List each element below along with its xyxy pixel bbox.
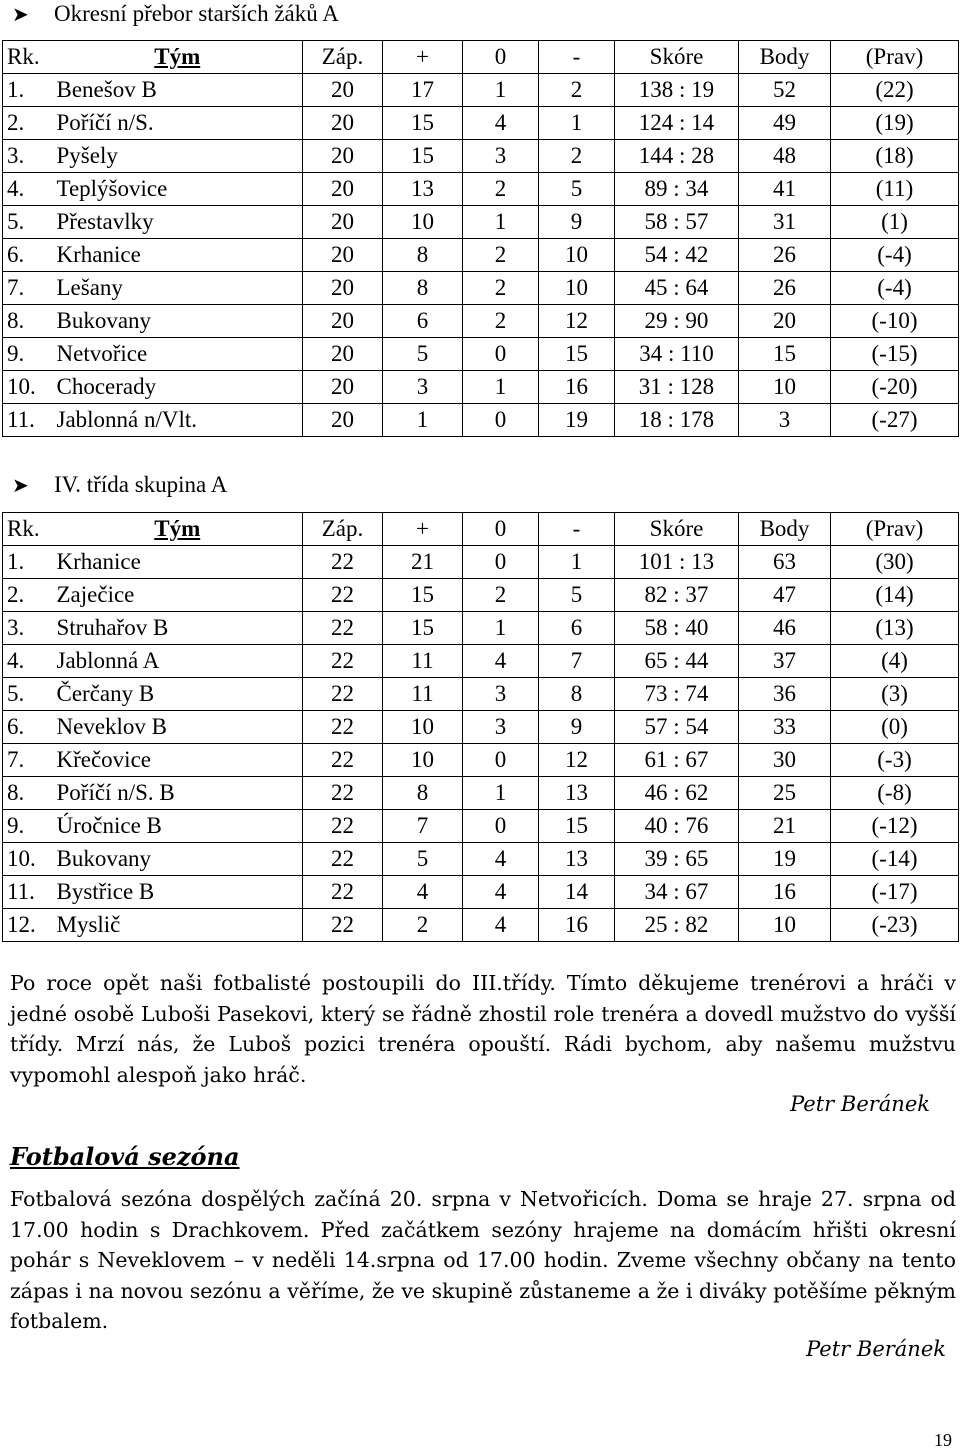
arrow-bullet-icon: ➤: [12, 4, 29, 26]
cell-played: 20: [303, 74, 383, 107]
cell-truth: (-3): [831, 744, 959, 777]
cell-rank: 4.: [3, 645, 53, 678]
cell-truth: (-27): [831, 404, 959, 437]
table-row: [3, 338, 959, 371]
cell-points: 21: [739, 810, 831, 843]
cell-draws: 0: [463, 404, 539, 437]
cell-losses: 10: [539, 272, 615, 305]
cell-draws: 0: [463, 810, 539, 843]
cell-draws: 1: [463, 371, 539, 404]
cell-draws: 2: [463, 239, 539, 272]
cell-played: 22: [303, 645, 383, 678]
cell-truth: (11): [831, 173, 959, 206]
cell-draws: 2: [463, 272, 539, 305]
table-row: [3, 140, 959, 173]
cell-wins: 2: [383, 909, 463, 942]
cell-wins: 3: [383, 371, 463, 404]
section-title-2: [12, 471, 227, 500]
cell-team: Netvořice: [53, 338, 303, 371]
cell-rank: 5.: [3, 206, 53, 239]
cell-points: 41: [739, 173, 831, 206]
cell-score: 144 : 28: [615, 140, 739, 173]
cell-truth: (-23): [831, 909, 959, 942]
cell-points: 19: [739, 843, 831, 876]
table-row: [3, 173, 959, 206]
table-row: [3, 239, 959, 272]
cell-points: 63: [739, 546, 831, 579]
cell-played: 20: [303, 206, 383, 239]
cell-truth: (-4): [831, 272, 959, 305]
cell-points: 30: [739, 744, 831, 777]
table-row: [3, 711, 959, 744]
cell-played: 20: [303, 140, 383, 173]
table-row: [3, 305, 959, 338]
cell-points: 26: [739, 272, 831, 305]
cell-rank: 12.: [3, 909, 53, 942]
table-row: [3, 371, 959, 404]
cell-wins: 5: [383, 338, 463, 371]
cell-points: 31: [739, 206, 831, 239]
header-cell-wins: +: [383, 41, 463, 74]
cell-points: 10: [739, 371, 831, 404]
cell-played: 20: [303, 305, 383, 338]
header-cell-points: Body: [739, 513, 831, 546]
cell-truth: (-8): [831, 777, 959, 810]
cell-score: 34 : 67: [615, 876, 739, 909]
cell-losses: 9: [539, 711, 615, 744]
cell-truth: (0): [831, 711, 959, 744]
cell-rank: 1.: [3, 74, 53, 107]
cell-draws: 2: [463, 579, 539, 612]
header-cell-wins: +: [383, 513, 463, 546]
cell-rank: 10.: [3, 843, 53, 876]
cell-team: Benešov B: [53, 74, 303, 107]
cell-losses: 2: [539, 74, 615, 107]
cell-score: 58 : 57: [615, 206, 739, 239]
cell-wins: 10: [383, 206, 463, 239]
cell-team: Přestavlky: [53, 206, 303, 239]
cell-truth: (19): [831, 107, 959, 140]
cell-team: Čerčany B: [53, 678, 303, 711]
table-row: [3, 909, 959, 942]
cell-rank: 9.: [3, 338, 53, 371]
cell-team: Pyšely: [53, 140, 303, 173]
cell-wins: 4: [383, 876, 463, 909]
cell-team: Lešany: [53, 272, 303, 305]
cell-team: Krhanice: [53, 239, 303, 272]
header-cell-played: Záp.: [303, 41, 383, 74]
cell-score: 29 : 90: [615, 305, 739, 338]
cell-score: 61 : 67: [615, 744, 739, 777]
cell-score: 138 : 19: [615, 74, 739, 107]
cell-played: 20: [303, 107, 383, 140]
cell-wins: 17: [383, 74, 463, 107]
cell-score: 25 : 82: [615, 909, 739, 942]
cell-draws: 3: [463, 678, 539, 711]
cell-played: 22: [303, 909, 383, 942]
cell-rank: 4.: [3, 173, 53, 206]
cell-wins: 15: [383, 579, 463, 612]
cell-truth: (-15): [831, 338, 959, 371]
cell-team: Teplýšovice: [53, 173, 303, 206]
header-cell-team: Tým: [53, 513, 303, 546]
cell-draws: 2: [463, 305, 539, 338]
cell-draws: 3: [463, 711, 539, 744]
cell-draws: 1: [463, 612, 539, 645]
cell-truth: (13): [831, 612, 959, 645]
cell-played: 20: [303, 239, 383, 272]
cell-played: 20: [303, 272, 383, 305]
cell-team: Bukovany: [53, 843, 303, 876]
table-row: [3, 579, 959, 612]
article-2-signature: Petr Beránek: [806, 1337, 946, 1361]
cell-played: 22: [303, 546, 383, 579]
cell-points: 33: [739, 711, 831, 744]
cell-rank: 6.: [3, 711, 53, 744]
cell-played: 22: [303, 612, 383, 645]
cell-wins: 15: [383, 107, 463, 140]
cell-losses: 1: [539, 107, 615, 140]
cell-losses: 1: [539, 546, 615, 579]
cell-wins: 21: [383, 546, 463, 579]
cell-rank: 7.: [3, 272, 53, 305]
cell-points: 20: [739, 305, 831, 338]
cell-draws: 4: [463, 107, 539, 140]
cell-truth: (30): [831, 546, 959, 579]
table-row: [3, 843, 959, 876]
header-cell-team: Tým: [53, 41, 303, 74]
cell-played: 20: [303, 173, 383, 206]
cell-played: 22: [303, 777, 383, 810]
cell-rank: 10.: [3, 371, 53, 404]
header-cell-score: Skóre: [615, 41, 739, 74]
cell-rank: 5.: [3, 678, 53, 711]
table-row: [3, 744, 959, 777]
cell-losses: 7: [539, 645, 615, 678]
cell-draws: 4: [463, 843, 539, 876]
header-cell-points: Body: [739, 41, 831, 74]
cell-draws: 0: [463, 546, 539, 579]
cell-draws: 4: [463, 645, 539, 678]
cell-score: 39 : 65: [615, 843, 739, 876]
section-title-1: [12, 0, 339, 29]
table-row: [3, 107, 959, 140]
cell-losses: 15: [539, 810, 615, 843]
cell-wins: 7: [383, 810, 463, 843]
table-row: [3, 272, 959, 305]
cell-losses: 12: [539, 305, 615, 338]
cell-wins: 15: [383, 612, 463, 645]
cell-played: 20: [303, 404, 383, 437]
cell-score: 101 : 13: [615, 546, 739, 579]
cell-team: Jablonná n/Vlt.: [53, 404, 303, 437]
header-cell-draws: 0: [463, 513, 539, 546]
cell-truth: (-12): [831, 810, 959, 843]
cell-wins: 11: [383, 678, 463, 711]
cell-team: Jablonná A: [53, 645, 303, 678]
cell-truth: (-17): [831, 876, 959, 909]
cell-score: 18 : 178: [615, 404, 739, 437]
cell-score: 73 : 74: [615, 678, 739, 711]
cell-team: Struhařov B: [53, 612, 303, 645]
cell-wins: 5: [383, 843, 463, 876]
cell-losses: 12: [539, 744, 615, 777]
table-row: [3, 546, 959, 579]
cell-rank: 2.: [3, 579, 53, 612]
cell-points: 36: [739, 678, 831, 711]
cell-losses: 19: [539, 404, 615, 437]
cell-points: 49: [739, 107, 831, 140]
article-1-signature: Petr Beránek: [790, 1092, 930, 1116]
cell-losses: 16: [539, 909, 615, 942]
cell-team: Úročnice B: [53, 810, 303, 843]
cell-score: 58 : 40: [615, 612, 739, 645]
cell-wins: 6: [383, 305, 463, 338]
cell-score: 57 : 54: [615, 711, 739, 744]
cell-truth: (14): [831, 579, 959, 612]
cell-team: Poříčí n/S. B: [53, 777, 303, 810]
cell-losses: 5: [539, 173, 615, 206]
cell-rank: 11.: [3, 876, 53, 909]
cell-losses: 8: [539, 678, 615, 711]
cell-draws: 1: [463, 777, 539, 810]
cell-score: 124 : 14: [615, 107, 739, 140]
header-cell-score: Skóre: [615, 513, 739, 546]
cell-truth: (3): [831, 678, 959, 711]
table-row: [3, 612, 959, 645]
cell-played: 22: [303, 579, 383, 612]
cell-losses: 6: [539, 612, 615, 645]
cell-truth: (18): [831, 140, 959, 173]
cell-points: 15: [739, 338, 831, 371]
cell-wins: 1: [383, 404, 463, 437]
cell-wins: 10: [383, 711, 463, 744]
article-1-body: Po roce opět naši fotbalisté postoupili do III.třídy. Tímto děkujeme trenérovi a hráči v jedné osobě Luboši Pasekovi, který se řádně zhostil role trenéra a dovedl mužstvo do vyšší třídy. Mrzí nás, že Luboš pozici trenéra opouští. Rádi bychom, aby našemu mužstvu vypomohl alespoň jako hráč.: [10, 971, 956, 1087]
cell-wins: 10: [383, 744, 463, 777]
cell-points: 26: [739, 239, 831, 272]
cell-losses: 5: [539, 579, 615, 612]
cell-rank: 1.: [3, 546, 53, 579]
cell-wins: 15: [383, 140, 463, 173]
cell-rank: 6.: [3, 239, 53, 272]
cell-points: 52: [739, 74, 831, 107]
table-row: [3, 678, 959, 711]
cell-points: 16: [739, 876, 831, 909]
cell-rank: 7.: [3, 744, 53, 777]
header-cell-truth: (Prav): [831, 513, 959, 546]
cell-wins: 11: [383, 645, 463, 678]
cell-draws: 0: [463, 338, 539, 371]
cell-points: 37: [739, 645, 831, 678]
cell-draws: 1: [463, 206, 539, 239]
cell-team: Neveklov B: [53, 711, 303, 744]
cell-truth: (1): [831, 206, 959, 239]
cell-score: 89 : 34: [615, 173, 739, 206]
cell-wins: 13: [383, 173, 463, 206]
cell-team: Bystřice B: [53, 876, 303, 909]
header-cell-losses: -: [539, 41, 615, 74]
cell-played: 20: [303, 338, 383, 371]
standings-table-2: [2, 512, 959, 942]
cell-truth: (22): [831, 74, 959, 107]
cell-truth: (-20): [831, 371, 959, 404]
cell-truth: (4): [831, 645, 959, 678]
arrow-bullet-icon: ➤: [12, 475, 29, 497]
cell-played: 22: [303, 744, 383, 777]
cell-points: 48: [739, 140, 831, 173]
cell-points: 10: [739, 909, 831, 942]
cell-points: 3: [739, 404, 831, 437]
cell-losses: 13: [539, 777, 615, 810]
table-header-row: [3, 41, 959, 74]
cell-rank: 8.: [3, 777, 53, 810]
cell-team: Poříčí n/S.: [53, 107, 303, 140]
cell-losses: 14: [539, 876, 615, 909]
article-2-body: Fotbalová sezóna dospělých začíná 20. srpna v Netvořicích. Doma se hraje 27. srpna od 17.00 hodin s Drachkovem. Před začátkem sezóny hrajeme na domácím hřišti okresní pohár s Neveklovem – v neděli 14.srpna od 17.00 hodin. Zveme všechny občany na tento zápas i na novou sezónu a věříme, že ve skupině zůstaneme a že i diváky potěšíme pěkným fotbalem.: [10, 1187, 956, 1333]
cell-draws: 0: [463, 744, 539, 777]
cell-rank: 3.: [3, 140, 53, 173]
cell-draws: 1: [463, 74, 539, 107]
cell-score: 45 : 64: [615, 272, 739, 305]
cell-played: 22: [303, 810, 383, 843]
cell-draws: 2: [463, 173, 539, 206]
cell-draws: 3: [463, 140, 539, 173]
page-number: 19: [934, 1430, 952, 1450]
cell-losses: 10: [539, 239, 615, 272]
cell-score: 40 : 76: [615, 810, 739, 843]
cell-points: 25: [739, 777, 831, 810]
cell-wins: 8: [383, 239, 463, 272]
cell-wins: 8: [383, 272, 463, 305]
section-title-2-text: IV. třída skupina A: [54, 472, 228, 497]
cell-losses: 16: [539, 371, 615, 404]
header-cell-rank: Rk.: [3, 41, 53, 74]
cell-score: 82 : 37: [615, 579, 739, 612]
cell-played: 20: [303, 371, 383, 404]
cell-points: 47: [739, 579, 831, 612]
table-row: [3, 876, 959, 909]
table-row: [3, 645, 959, 678]
cell-score: 65 : 44: [615, 645, 739, 678]
section-title-1-text: Okresní přebor starších žáků A: [54, 1, 339, 26]
cell-score: 46 : 62: [615, 777, 739, 810]
cell-played: 22: [303, 843, 383, 876]
header-cell-truth: (Prav): [831, 41, 959, 74]
table-row: [3, 777, 959, 810]
cell-truth: (-10): [831, 305, 959, 338]
cell-team: Krhanice: [53, 546, 303, 579]
cell-team: Chocerady: [53, 371, 303, 404]
header-cell-rank: Rk.: [3, 513, 53, 546]
cell-draws: 4: [463, 909, 539, 942]
cell-losses: 15: [539, 338, 615, 371]
cell-played: 22: [303, 678, 383, 711]
header-cell-losses: -: [539, 513, 615, 546]
cell-team: Bukovany: [53, 305, 303, 338]
table-row: [3, 74, 959, 107]
cell-score: 54 : 42: [615, 239, 739, 272]
cell-score: 34 : 110: [615, 338, 739, 371]
cell-team: Křečovice: [53, 744, 303, 777]
cell-team: Zaječice: [53, 579, 303, 612]
cell-rank: 3.: [3, 612, 53, 645]
header-cell-played: Záp.: [303, 513, 383, 546]
table-row: [3, 206, 959, 239]
cell-rank: 8.: [3, 305, 53, 338]
cell-truth: (-14): [831, 843, 959, 876]
cell-played: 22: [303, 711, 383, 744]
cell-losses: 9: [539, 206, 615, 239]
standings-table-1: [2, 40, 959, 437]
cell-losses: 13: [539, 843, 615, 876]
cell-losses: 2: [539, 140, 615, 173]
cell-team: Myslič: [53, 909, 303, 942]
header-cell-draws: 0: [463, 41, 539, 74]
cell-wins: 8: [383, 777, 463, 810]
cell-truth: (-4): [831, 239, 959, 272]
article-2-heading: Fotbalová sezóna: [10, 1142, 240, 1171]
cell-draws: 4: [463, 876, 539, 909]
cell-rank: 11.: [3, 404, 53, 437]
cell-rank: 2.: [3, 107, 53, 140]
cell-played: 22: [303, 876, 383, 909]
table-row: [3, 404, 959, 437]
table-row: [3, 810, 959, 843]
table-header-row: [3, 513, 959, 546]
cell-score: 31 : 128: [615, 371, 739, 404]
cell-rank: 9.: [3, 810, 53, 843]
cell-points: 46: [739, 612, 831, 645]
